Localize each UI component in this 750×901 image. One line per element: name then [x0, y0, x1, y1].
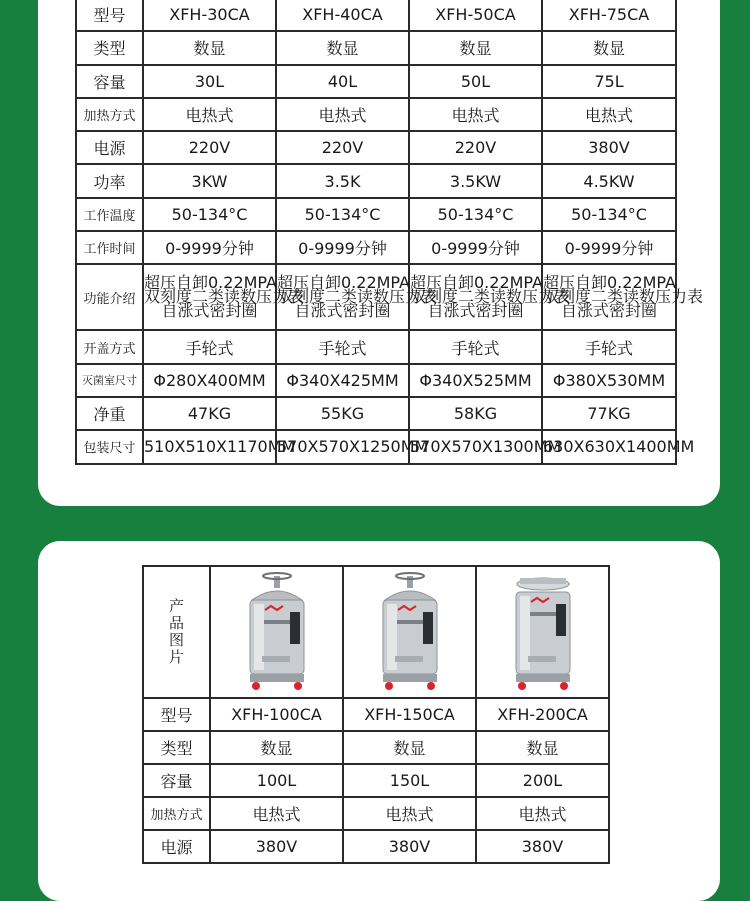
spec-row-label: 加热方式: [76, 98, 143, 131]
spec-row: [76, 330, 676, 363]
spec-cell: 手轮式: [143, 330, 276, 363]
spec-cell: 电热式: [542, 98, 676, 131]
product-image-row: [143, 566, 609, 698]
spec-row: [76, 231, 676, 264]
spec-cell: 570X570X1300MM: [409, 430, 542, 463]
spec-cell: 50-134°C: [409, 198, 542, 231]
spec-cell: 50-134°C: [542, 198, 676, 231]
spec-cell: XFH-75CA: [542, 0, 676, 31]
feature-line: 自涨式密封圈: [294, 301, 391, 321]
spec-cell: 510X510X1170MM: [143, 430, 276, 463]
feature-line: 双刻度二类读数压力表: [277, 287, 438, 307]
spec-row-label: 加热方式: [143, 797, 210, 830]
spec-cell: 200L: [476, 764, 609, 797]
feature-line: 超压自卸0.22MPA: [144, 273, 278, 293]
spec-row: [76, 198, 676, 231]
spec-feature-cell: [409, 264, 571, 330]
feature-line: 双刻度二类读数压力表: [144, 287, 305, 307]
spec-row: [76, 65, 676, 98]
spec-cell: 55KG: [276, 397, 409, 430]
spec-cell: 380V: [343, 830, 476, 863]
spec-cell: 50-134°C: [143, 198, 276, 231]
spec-row: [143, 764, 609, 797]
spec-cell: 220V: [409, 131, 542, 164]
spec-cell: XFH-100CA: [210, 698, 343, 731]
spec-cell: 手轮式: [409, 330, 542, 363]
spec-cell: 数显: [343, 731, 476, 764]
spec-row-label: 型号: [76, 0, 143, 31]
spec-cell: 数显: [210, 731, 343, 764]
feature-line: 自涨式密封圈: [427, 301, 524, 321]
spec-cell: Φ280X400MM: [143, 364, 276, 397]
spec-row-label: 电源: [76, 131, 143, 164]
autoclave-200-image: [498, 570, 588, 694]
spec-row: [76, 264, 676, 330]
spec-table-small-models: [75, 0, 704, 465]
spec-row: [143, 830, 609, 863]
spec-cell: 数显: [409, 31, 542, 64]
spec-cell: 3.5KW: [409, 164, 542, 197]
feature-line: 双刻度二类读数压力表: [543, 287, 704, 307]
spec-row-label: 工作温度: [76, 198, 143, 231]
autoclave-150-image: [365, 570, 455, 694]
spec-feature-cell: [276, 264, 438, 330]
spec-cell: 380V: [210, 830, 343, 863]
spec-row-label: 类型: [76, 31, 143, 64]
spec-cell: Φ340X525MM: [409, 364, 542, 397]
spec-cell: XFH-150CA: [343, 698, 476, 731]
spec-cell: 电热式: [476, 797, 609, 830]
product-image-150: [343, 566, 476, 698]
feature-line: 超压自卸0.22MPA: [277, 273, 411, 293]
spec-cell: 电热式: [143, 98, 276, 131]
spec-row-label: 电源: [143, 830, 210, 863]
spec-row: [76, 131, 676, 164]
spec-cell: 电热式: [343, 797, 476, 830]
spec-row: [76, 164, 676, 197]
spec-cell: 0-9999分钟: [542, 231, 676, 264]
spec-cell: XFH-200CA: [476, 698, 609, 731]
spec-row: [143, 731, 609, 764]
spec-cell: 3.5K: [276, 164, 409, 197]
spec-cell: 数显: [542, 31, 676, 64]
spec-cell: 手轮式: [276, 330, 409, 363]
feature-line: 超压自卸0.22MPA: [543, 273, 677, 293]
spec-cell: 220V: [143, 131, 276, 164]
spec-cell: 630X630X1400MM: [542, 430, 676, 463]
spec-cell: 150L: [343, 764, 476, 797]
spec-cell: 100L: [210, 764, 343, 797]
spec-row-label: 型号: [143, 698, 210, 731]
spec-cell: Φ340X425MM: [276, 364, 409, 397]
spec-row-label: 灭菌室尺寸: [76, 364, 143, 397]
spec-row-label: 容量: [143, 764, 210, 797]
product-image-100: [210, 566, 343, 698]
spec-cell: 电热式: [276, 98, 409, 131]
spec-cell: 0-9999分钟: [409, 231, 542, 264]
spec-cell: 380V: [542, 131, 676, 164]
spec-cell: XFH-50CA: [409, 0, 542, 31]
spec-row-label: 功率: [76, 164, 143, 197]
spec-row: [76, 397, 676, 430]
spec-cell: 570X570X1250MM: [276, 430, 409, 463]
feature-line: 自涨式密封圈: [161, 301, 258, 321]
feature-line: 双刻度二类读数压力表: [410, 287, 571, 307]
spec-row: [76, 98, 676, 131]
spec-cell: 47KG: [143, 397, 276, 430]
spec-row: [76, 0, 676, 31]
spec-cell: 30L: [143, 65, 276, 98]
spec-cell: 58KG: [409, 397, 542, 430]
spec-cell: 数显: [476, 731, 609, 764]
spec-row-label: 工作时间: [76, 231, 143, 264]
spec-row: [76, 430, 676, 463]
feature-line: 超压自卸0.22MPA: [410, 273, 544, 293]
spec-feature-cell: [542, 264, 704, 330]
spec-row: [76, 364, 676, 397]
spec-cell: 0-9999分钟: [276, 231, 409, 264]
spec-feature-cell: [143, 264, 305, 330]
spec-row: [76, 31, 676, 64]
spec-cell: 40L: [276, 65, 409, 98]
spec-cell: 电热式: [210, 797, 343, 830]
product-image-200: [476, 566, 609, 698]
spec-cell: 电热式: [409, 98, 542, 131]
spec-cell: 50L: [409, 65, 542, 98]
spec-row-label: 开盖方式: [76, 330, 143, 363]
spec-cell: 220V: [276, 131, 409, 164]
spec-table-large-models: [142, 565, 610, 864]
spec-row-label: 功能介绍: [76, 264, 143, 330]
spec-cell: Φ380X530MM: [542, 364, 676, 397]
spec-cell: 4.5KW: [542, 164, 676, 197]
spec-row-label: 净重: [76, 397, 143, 430]
spec-cell: 380V: [476, 830, 609, 863]
spec-cell: 3KW: [143, 164, 276, 197]
spec-cell: 0-9999分钟: [143, 231, 276, 264]
autoclave-100-image: [232, 570, 322, 694]
spec-cell: 75L: [542, 65, 676, 98]
spec-cell: 数显: [276, 31, 409, 64]
spec-cell: XFH-40CA: [276, 0, 409, 31]
spec-row: [143, 698, 609, 731]
spec-cell: 数显: [143, 31, 276, 64]
spec-row-label: 容量: [76, 65, 143, 98]
spec-row-label: 类型: [143, 731, 210, 764]
spec-row-label: 包装尺寸: [76, 430, 143, 463]
spec-cell: XFH-30CA: [143, 0, 276, 31]
feature-line: 自涨式密封圈: [560, 301, 657, 321]
spec-cell: 50-134°C: [276, 198, 409, 231]
product-image-label: 产 品 图 片: [143, 566, 210, 698]
spec-cell: 77KG: [542, 397, 676, 430]
spec-cell: 手轮式: [542, 330, 676, 363]
spec-row: [143, 797, 609, 830]
